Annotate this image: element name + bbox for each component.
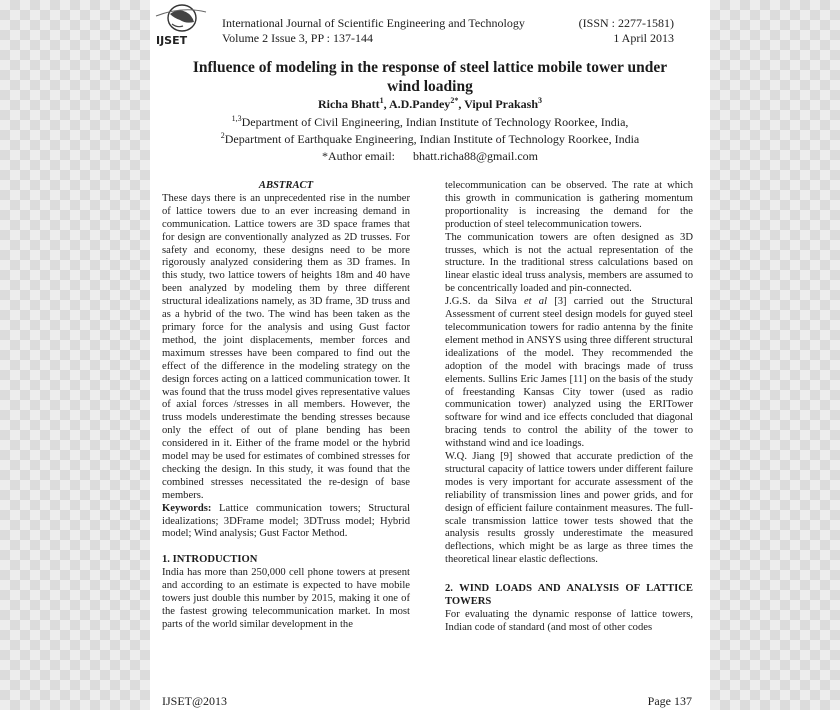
author-list bbox=[150, 97, 710, 112]
journal-logo bbox=[152, 2, 208, 46]
author-2-sup: 2* bbox=[450, 96, 459, 105]
author-3: Vipul Prakash bbox=[464, 97, 539, 111]
title-line-1: Influence of modeling in the response of steel lattice mobile tower under bbox=[192, 59, 668, 76]
paragraph-3-rest: [3] carried out the Structural Assessment of current steel design models for guyed steel telecommunication towers for radio antenna by the finite element method in ANSYS using three different structural idealizations of the model. They recommended the adoption of the model with bracings made of truss elements. Sullins Eric James [11] on the basis of the study of freestanding Kansas City tower (used as radio communication tower) analyzed using the ERITower software for wind and ice effects concluded that diagonal bracing tends to control the ability of the tower to withstand wind and ice loadings. bbox=[445, 296, 693, 450]
et-al: et al bbox=[523, 296, 548, 308]
journal-header bbox=[222, 16, 525, 45]
email-label: *Author email: bbox=[322, 149, 395, 163]
introduction-heading: 1. INTRODUCTION bbox=[162, 554, 258, 566]
globe-icon bbox=[152, 2, 208, 46]
author-2: A.D.Pandey bbox=[388, 97, 451, 111]
journal-volume: Volume 2 Issue 3, PP : 137-144 bbox=[222, 30, 374, 45]
affiliation-2-text: Department of Earthquake Engineering, Indian Institute of Technology Roorkee, India bbox=[224, 132, 640, 146]
paragraph-2: The communication towers are often designed as 3D trusses, which is not the actual representation of the structure. In the traditional stress calculations based on linear elastic ideal truss analysis, members are assumed to be concentrically loaded and pin-connected. bbox=[445, 231, 693, 295]
author-separator: , bbox=[383, 97, 389, 111]
issn: (ISSN : 2277-1581) bbox=[578, 16, 674, 30]
paragraph-3 bbox=[445, 296, 693, 451]
affiliation-1-text: Department of Civil Engineering, Indian Institute of Technology Roorkee, India, bbox=[241, 115, 629, 129]
section-2-heading: 2. WIND LOADS AND ANALYSIS OF LATTICE TOWERS bbox=[445, 583, 693, 608]
footer-left: IJSET@2013 bbox=[162, 694, 228, 708]
paper-sheet bbox=[150, 0, 710, 710]
journal-name: International Journal of Scientific Engineering and Technology bbox=[222, 16, 525, 30]
affiliation-1 bbox=[150, 115, 710, 129]
author-email-line bbox=[150, 149, 710, 164]
keywords-label: Keywords: bbox=[162, 502, 212, 514]
left-column bbox=[162, 180, 410, 632]
paragraph-1: telecommunication can be observed. The rate at which this growth in communication is gathering momentum proportionality is increasing the demand for the production of steel telecommunication towers. bbox=[445, 180, 693, 230]
abstract-text: These days there is an unprecedented rise in the number of lattice towers due to an ever increasing demand in communication. Lattice towers are 3D space frames that for design are conventionally analyzed as 2D trusses. For safety and economy, these designs need to be more rigorously analyzed considering them as 3D frames. In this study, two lattice towers of heights 18m and 40 have been analyzed by modeling them by three different structural idealizations namely, as 3D frame, 3D truss and as a hybrid of the two. The wind has been taken as the primary force for the analysis and using Gust factor method, the joint displacements, member forces and maximum stresses have been compared to find out the effect of the difference in the modeling strategy on the design forces acting on a latticed communication tower. It was found that the truss model gives representative values of axial forces /stresses in all members. However, the truss models underestimate the bending stresses because only the effect of out of plane bending has been considered in it. Either of the frame model or the hybrid model may be used for estimates of combined stresses for checking the design. In this study, it was found that the combined stresses necessitated the re-design of base members. bbox=[162, 192, 410, 501]
author-1-sup: 1 bbox=[379, 96, 384, 105]
author-1: Richa Bhatt bbox=[317, 97, 380, 111]
issn-header bbox=[579, 16, 674, 45]
abstract-heading: ABSTRACT bbox=[258, 180, 314, 191]
author-email[interactable]: bhatt.richa88@gmail.com bbox=[412, 149, 538, 163]
page-number: Page 137 bbox=[647, 694, 692, 708]
section-2-text: For evaluating the dynamic response of lattice towers, Indian code of standard (and most of other codes bbox=[445, 609, 693, 633]
publication-date: 1 April 2013 bbox=[613, 30, 674, 45]
affiliation-2-sup: 2 bbox=[220, 131, 225, 140]
paper-title bbox=[150, 58, 710, 96]
author-3-sup: 3 bbox=[538, 96, 543, 105]
keywords-text: Lattice communication towers; Structural idealizations; 3DFrame model; 3DTruss model; Hybrid model; Wind analysis; Gust Factor Method. bbox=[162, 502, 410, 540]
author-separator: , bbox=[458, 97, 465, 111]
introduction-text: India has more than 250,000 cell phone towers at present and according to an estimate is expected to have mobile towers just double this number by 2015, making it one of the fastest growing telecommunication market. In most parts of the world similar development in the bbox=[162, 567, 410, 630]
title-line-2: wind loading bbox=[387, 78, 473, 95]
affiliation-2 bbox=[150, 132, 710, 146]
keywords bbox=[162, 503, 410, 542]
right-column bbox=[445, 180, 693, 635]
paragraph-4: W.Q. Jiang [9] showed that accurate prediction of the structural capacity of lattice towers under different failure modes is very important for accurate assessment of the reliability of transmission lines and power grids, and for design of efficient failure containment measures. The full-scale transmission lattice tower tests showed that the analysis results grossly underestimate the measured deflections, which might be as large as three times the theoretical linear elastic deflections. bbox=[445, 451, 693, 566]
paragraph-3-start: J.G.S. da Silva bbox=[445, 296, 524, 308]
affiliation-1-sup: 1,3 bbox=[231, 114, 242, 123]
background-right bbox=[710, 0, 840, 710]
logo-text: IJSET bbox=[156, 34, 188, 46]
background-left bbox=[0, 0, 150, 710]
